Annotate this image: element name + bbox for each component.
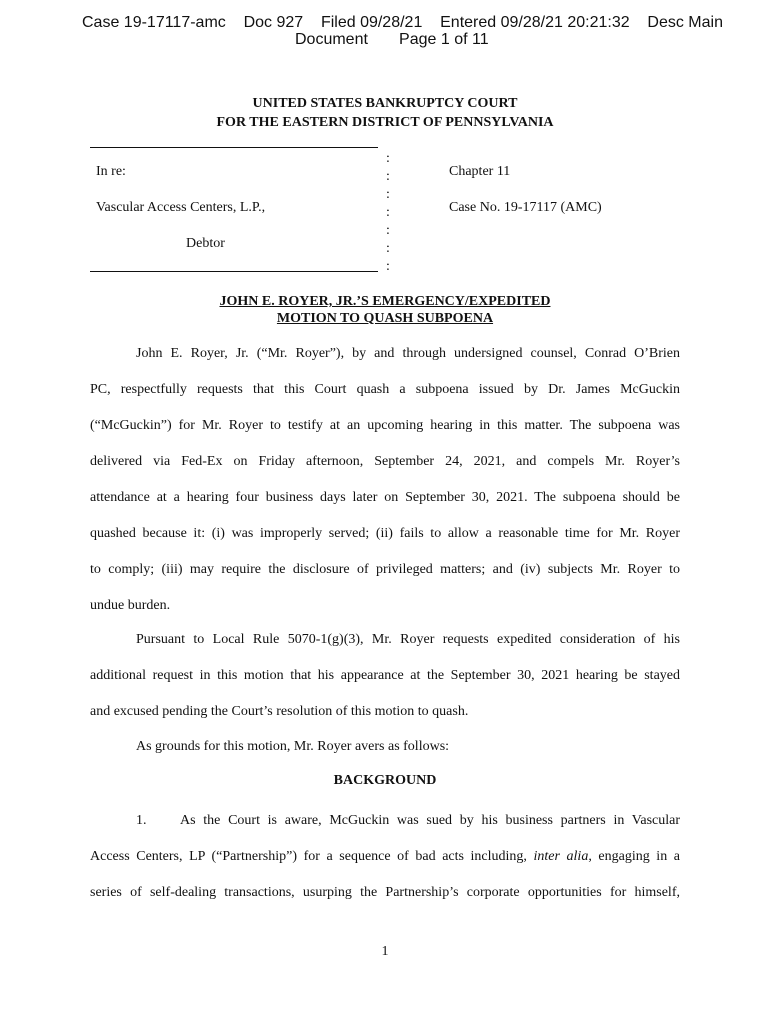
paragraph-expedited: [90, 622, 680, 730]
caption-in-re: In re:: [96, 164, 126, 179]
page-number: 1: [381, 944, 389, 959]
caption-chapter: Chapter 11: [449, 164, 511, 179]
docket-header-line1: Case 19-17117-amc Doc 927 Filed 09/28/21 Entered 09/28/21 20:21:32 Desc Main: [82, 14, 723, 31]
paragraph-line: delivered via Fed-Ex on Friday afternoon, September 24, 2021, and compels Mr. Royer’s: [90, 454, 680, 469]
caption-colon: :: [386, 205, 390, 220]
paragraph-line: additional request in this motion that his appearance at the September 30, 2021 hearing be stayed: [90, 668, 680, 683]
paragraph-line: Access Centers, LP (“Partnership”) for a sequence of bad acts including,: [90, 849, 534, 864]
motion-title-line1: JOHN E. ROYER, JR.’S EMERGENCY/EXPEDITED: [219, 294, 551, 309]
caption-colon: :: [386, 223, 390, 238]
motion-title-line2: MOTION TO QUASH SUBPOENA: [276, 311, 494, 326]
paragraph-line: John E. Royer, Jr. (“Mr. Royer”), by and through undersigned counsel, Conrad O’Brien: [136, 346, 680, 361]
paragraph-line: PC, respectfully requests that this Court quash a subpoena issued by Dr. James McGuckin: [90, 382, 680, 397]
paragraph-line: undue burden.: [90, 598, 171, 613]
caption-colon-column: [386, 150, 392, 276]
paragraph-line: As the Court is aware, McGuckin was sued by his business partners in Vascular: [180, 813, 680, 828]
caption-colon: :: [386, 151, 390, 166]
paragraph-line: (“McGuckin”) for Mr. Royer to testify at an upcoming hearing in this matter. The subpoena was: [90, 418, 680, 433]
caption-colon: :: [386, 259, 390, 274]
paragraph-line: As grounds for this motion, Mr. Royer avers as follows:: [136, 739, 450, 754]
court-name-line2: FOR THE EASTERN DISTRICT OF PENNSYLVANIA: [216, 115, 554, 130]
paragraph-line: quashed because it: (i) was improperly served; (ii) fails to allow a reasonable time for Mr. Royer: [90, 526, 680, 541]
paragraph-line: to comply; (iii) may require the disclosure of privileged matters; and (iv) subjects Mr. Royer to: [90, 562, 680, 577]
paragraph-intro: [90, 336, 680, 624]
paragraph-line: Pursuant to Local Rule 5070-1(g)(3), Mr. Royer requests expedited consideration of his: [136, 632, 680, 647]
section-heading-background: BACKGROUND: [333, 773, 437, 788]
court-name-line1: UNITED STATES BANKRUPTCY COURT: [252, 96, 518, 111]
docket-header-line2: Document Page 1 of 11: [295, 31, 489, 48]
caption-case-number: Case No. 19-17117 (AMC): [449, 200, 602, 215]
numbered-paragraph-1: [90, 803, 680, 911]
caption-bottom-rule: [90, 271, 378, 272]
paragraph-number: 1.: [136, 813, 147, 828]
paragraph-line: series of self-dealing transactions, usurping the Partnership’s corporate opportunities for himself,: [90, 885, 680, 900]
paragraph-line: attendance at a hearing four business days later on September 30, 2021. The subpoena should be: [90, 490, 680, 505]
caption-top-rule: [90, 147, 378, 148]
paragraph-line: , engaging in a: [588, 849, 680, 864]
motion-title: [0, 293, 770, 327]
paragraph-italic-phrase: inter alia: [533, 849, 589, 864]
paragraph-grounds: [90, 729, 680, 765]
caption-debtor-label: Debtor: [186, 236, 225, 251]
caption-colon: :: [386, 169, 390, 184]
paragraph-line: and excused pending the Court’s resolution of this motion to quash.: [90, 704, 469, 719]
caption-debtor-name: Vascular Access Centers, L.P.,: [96, 200, 266, 215]
caption-colon: :: [386, 241, 390, 256]
caption-colon: :: [386, 187, 390, 202]
court-name: [0, 94, 770, 132]
